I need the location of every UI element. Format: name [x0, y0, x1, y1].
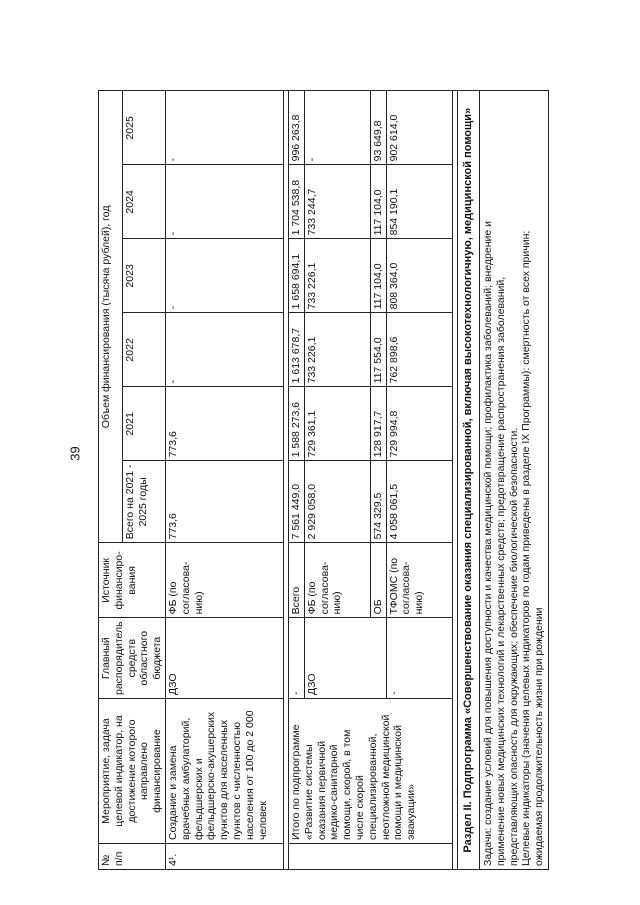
indicators-line: Целевые индикаторы (значения целевых индикаторов по годам приведены в разделе IX Программы): смертность от всех причин; [520, 230, 533, 866]
value-cell: 1 588 273,6 [288, 387, 304, 461]
value-cell: - [165, 313, 283, 387]
notes-row [479, 91, 548, 870]
subtotal-source: ФБ (по согласова-нию) [304, 543, 370, 618]
header-num: № п/п [99, 844, 166, 870]
value-cell: 729 361,1 [304, 387, 370, 461]
value-cell: 808 364,0 [386, 239, 452, 313]
value-cell: 762 898,6 [386, 313, 452, 387]
value-cell: 902 614,0 [386, 91, 452, 165]
header-year: 2022 [122, 313, 165, 387]
value-cell: 93 649,8 [370, 91, 386, 165]
value-cell: 773,6 [165, 387, 283, 461]
header-total: Всего на 2021 - 2025 годы [122, 461, 165, 543]
value-cell: - [165, 165, 283, 239]
value-cell: - [165, 91, 283, 165]
header-manager: Главный распорядитель средств областного бюджета [99, 618, 166, 699]
header-year: 2021 [122, 387, 165, 461]
row-activity: Создание и замена врачебных амбулаторий, фельдшерских и фельдшерско-акушерских пунктов для населенных пунктов с численностью населения от 100 до 2 000 человек [165, 699, 283, 844]
table-header-row [99, 91, 123, 870]
value-cell: - [165, 239, 283, 313]
section-row [457, 91, 479, 870]
value-cell: 4 058 061,5 [386, 461, 452, 543]
row-manager: ДЗО [165, 618, 283, 699]
financing-table [98, 90, 549, 870]
value-cell: 854 190,1 [386, 165, 452, 239]
header-year: 2023 [122, 239, 165, 313]
value-cell: 733 244,7 [304, 165, 370, 239]
section-title: Раздел II. Подпрограмма «Совершенствование оказания специализированной, включая высокотехнологичную, медицинской помощи» [457, 91, 479, 870]
value-cell: 574 329,5 [370, 461, 386, 543]
page-number: 39 [67, 446, 83, 461]
value-cell: 1 613 678,7 [288, 313, 304, 387]
value-cell: 128 917,7 [370, 387, 386, 461]
header-year: 2025 [122, 91, 165, 165]
subtotal-manager-dash: - [288, 618, 304, 699]
subtotal-manager: ДЗО [304, 618, 386, 699]
subtotal-source: ТФОМС (по согласова-нию) [386, 543, 452, 618]
subtotal-num [288, 844, 452, 870]
section-notes [479, 91, 548, 870]
header-year: 2024 [122, 165, 165, 239]
value-cell: 7 561 449,0 [288, 461, 304, 543]
header-activity: Мероприятие, задача целевой индикатор, на достижение которого направлено финансирование [99, 699, 166, 844]
rotated-page-content [98, 0, 598, 870]
subtotal-source: ОБ [370, 543, 386, 618]
header-source: Источник финансиро-вания [99, 543, 166, 618]
value-cell: - [304, 91, 370, 165]
value-cell: 117 104,0 [370, 239, 386, 313]
value-cell: 1 658 694,1 [288, 239, 304, 313]
value-cell: 117 104,0 [370, 165, 386, 239]
table-row [165, 91, 283, 870]
value-cell: 733 226,1 [304, 313, 370, 387]
subtotal-activity: Итого по подпрограмме «Развитие системы оказания первичной медико-санитарной помощи, скорой, в том числе скорой специализированной, неотложной медицинской помощи и медицинской эвакуации» [288, 699, 452, 844]
row-num: 4¹. [165, 844, 283, 870]
value-cell: 1 704 538,8 [288, 165, 304, 239]
value-cell: 2 929 058,0 [304, 461, 370, 543]
tasks-line: представляющих опасность для окружающих; обеспечение биологической безопасности. [507, 427, 520, 866]
row-source: ФБ (по согласова-нию) [165, 543, 283, 618]
value-cell: 733 226,1 [304, 239, 370, 313]
value-cell: 773,6 [165, 461, 283, 543]
value-cell: 996 263,8 [288, 91, 304, 165]
tasks-line: Задачи: создание условий для повышения доступности и качества медицинской помощи; профилактика заболеваний; внедрение и [481, 220, 494, 866]
tasks-line: применение новых медицинских технологий и лекарственных средств; предотвращение распространения заболеваний, [494, 276, 507, 866]
value-cell: 729 994,8 [386, 387, 452, 461]
subtotal-source: Всего [288, 543, 304, 618]
subtotal-manager-dash: - [386, 618, 452, 699]
subtotal-row-total [288, 91, 304, 870]
value-cell: 117 554,0 [370, 313, 386, 387]
header-volume-group: Объем финансирования (тысяча рублей), год [99, 91, 123, 543]
indicators-line: ожидаемая продолжительность жизни при рождении [533, 607, 546, 866]
